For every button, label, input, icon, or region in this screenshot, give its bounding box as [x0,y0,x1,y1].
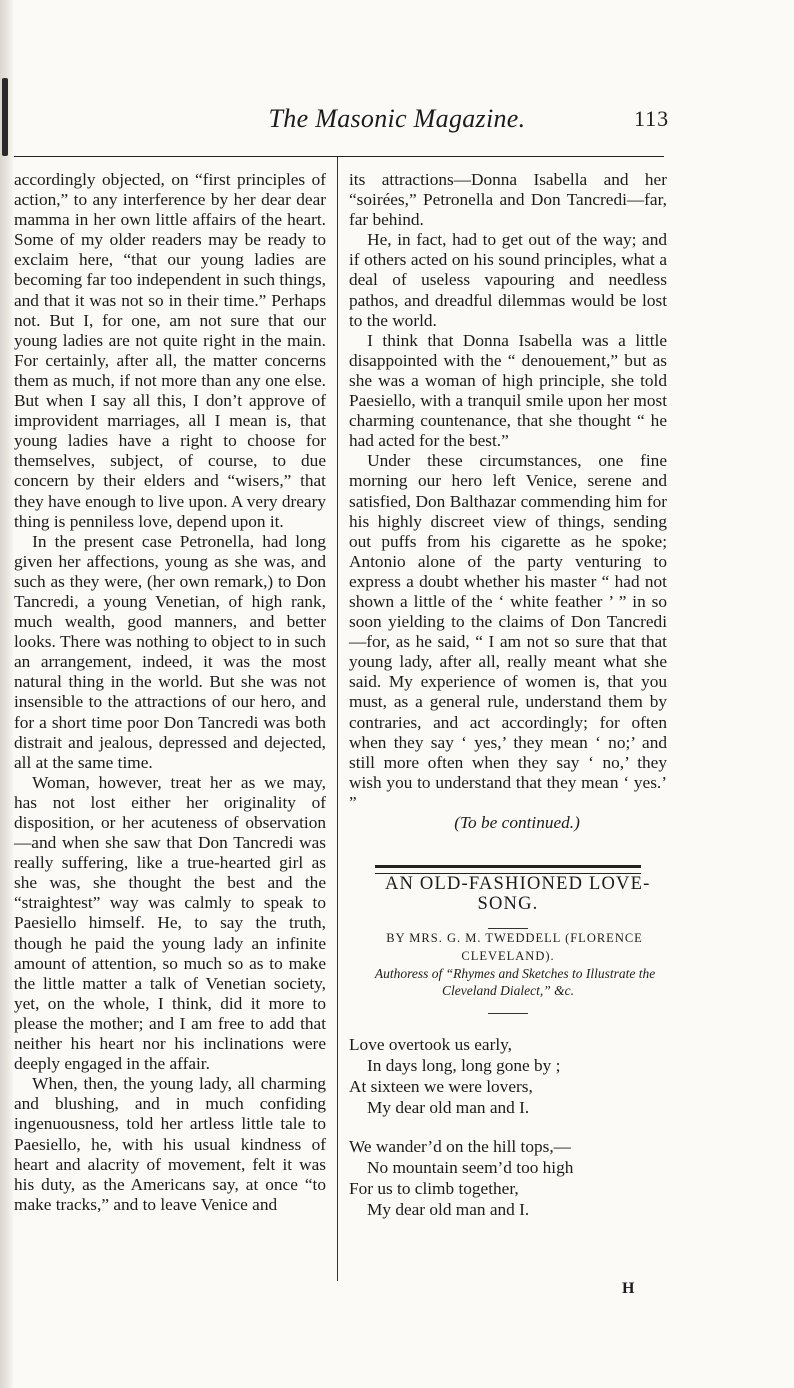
paragraph: Woman, however, treat her as we may, has not lost either her originality of disposition, or her acuteness of observation—and when she saw that Don Tancredi was really suffering, like a true-hearted girl as she was, she thought the best and the “straightest” way was calmly to speak to Paesiello himself. He, to say the truth, though he paid the young lady an infinite amount of attention, so much so as to make the little matter a talk of Venetian society, yet, on the whole, I think, did it more to please the mother; and I am free to add that neither his heart nor his inclinations were deeply engaged in the affair. [14,772,326,1074]
poem-line: We wander’d on the hill tops,— [349,1137,571,1157]
paragraph: accordingly objected, on “first principles of action,” to any interference by her dear dear mamma in her own little affairs of the heart. Some of my older readers may be ready to exclaim here, “that our young ladies are becoming far too independent in such things, and that it was not so in their time.” Perhaps not. But I, for one, am not sure that our young ladies are not quite right in the main. For certainly, after all, the matter concerns them as much, if not more than any one else. But when I say all this, I don’t approve of improvident marriages, all I mean is, that young ladies have a right to choose for themselves, subject, of course, to due concern by their elders and “wisers,” that they have enough to live upon. A very dreary thing is penniless love, depend upon it. [14,170,326,531]
right-column [349,170,667,1238]
poem-byline: BY MRS. G. M. TWEDDELL (FLORENCE CLEVELAND). [386,931,643,964]
poem-line: No mountain seem’d too high [367,1158,574,1178]
paragraph: Under these circumstances, one fine morning our hero left Venice, serene and satisfied, Don Balthazar commending him for his highly discreet view of things, sending out puffs from his cigarette as he spoke; Antonio alone of the party venturing to express a doubt whether his master “ had not shown a little of the ‘ white feather ’ ” in so soon yielding to the claims of Don Tancredi—for, as he said, “ I am not so sure that that young lady, after all, really meant what she said. My experience of women is, that you must, as a general rule, understand them by contraries, and act accordingly; for often when they say ‘ yes,’ they mean ‘ no;’ and still more often when they say ‘ no,’ they wish you to understand that they mean ‘ yes.’ ” [349,451,667,812]
header-rule [14,156,664,157]
page-gutter [0,0,14,1388]
page-number: 113 [634,106,670,131]
poem-line: Love overtook us early, [349,1035,512,1055]
poem-title: AN OLD-FASHIONED LOVE-SONG. [384,874,651,915]
poem-line: At sixteen we were lovers, [349,1077,533,1097]
paragraph: I think that Donna Isabella was a little disappointed with the “ denouement,” but as she was a woman of high principle, she told Paesiello, with a tranquil smile upon her most charming countenance, that she thought “ he had acted for the best.” [349,330,667,451]
poem-line: My dear old man and I. [367,1200,530,1220]
running-head [0,104,794,138]
signature-mark: H [622,1280,635,1297]
poem-stanza [349,1136,667,1220]
poem-line: For us to climb together, [349,1179,519,1199]
left-column [14,170,326,1215]
paragraph: In the present case Petronella, had long given her affections, young as she was, and such as they were, (her own remark,) to Don Tancredi, a young Venetian, of high rank, much wealth, good manners, and better looks. There was nothing to object to in such an arrangement, indeed, it was the most natural thing in the world. But she was not insensible to the attractions of our hero, and for a short time poor Don Tancredi was both distrait and jealous, depressed and dejected, all at the same time. [14,531,326,772]
section-divider [375,865,641,874]
poem-body [349,1034,667,1220]
poem-line: My dear old man and I. [367,1098,530,1118]
to-be-continued-note: (To be continued.) [454,813,580,832]
column-divider [337,157,338,1281]
paragraph: He, in fact, had to get out of the way; and if others acted on his sound principles, what a deal of useless vapouring and needless pathos, and dreadful dilemmas would be lost to the world. [349,230,667,330]
paragraph: When, then, the young lady, all charming and blushing, and in much confiding ingenuousness, told her artless little tale to Paesiello, he, with his usual kindness of heart and alacrity of movement, felt it was his duty, as the Americans say, at once “to make tracks,” and to leave Venice and [14,1074,326,1214]
journal-title: The Masonic Magazine. [268,104,526,133]
poem-stanza [349,1034,667,1118]
poem-line: In days long, long gone by ; [367,1056,561,1076]
poem-credit: Authoress of “Rhymes and Sketches to Illustrate the Cleveland Dialect,” &c. [374,966,656,999]
credit-rule [488,1013,528,1014]
paragraph: its attractions—Donna Isabella and her “soirées,” Petronella and Don Tancredi—far, far behind. [349,170,667,230]
